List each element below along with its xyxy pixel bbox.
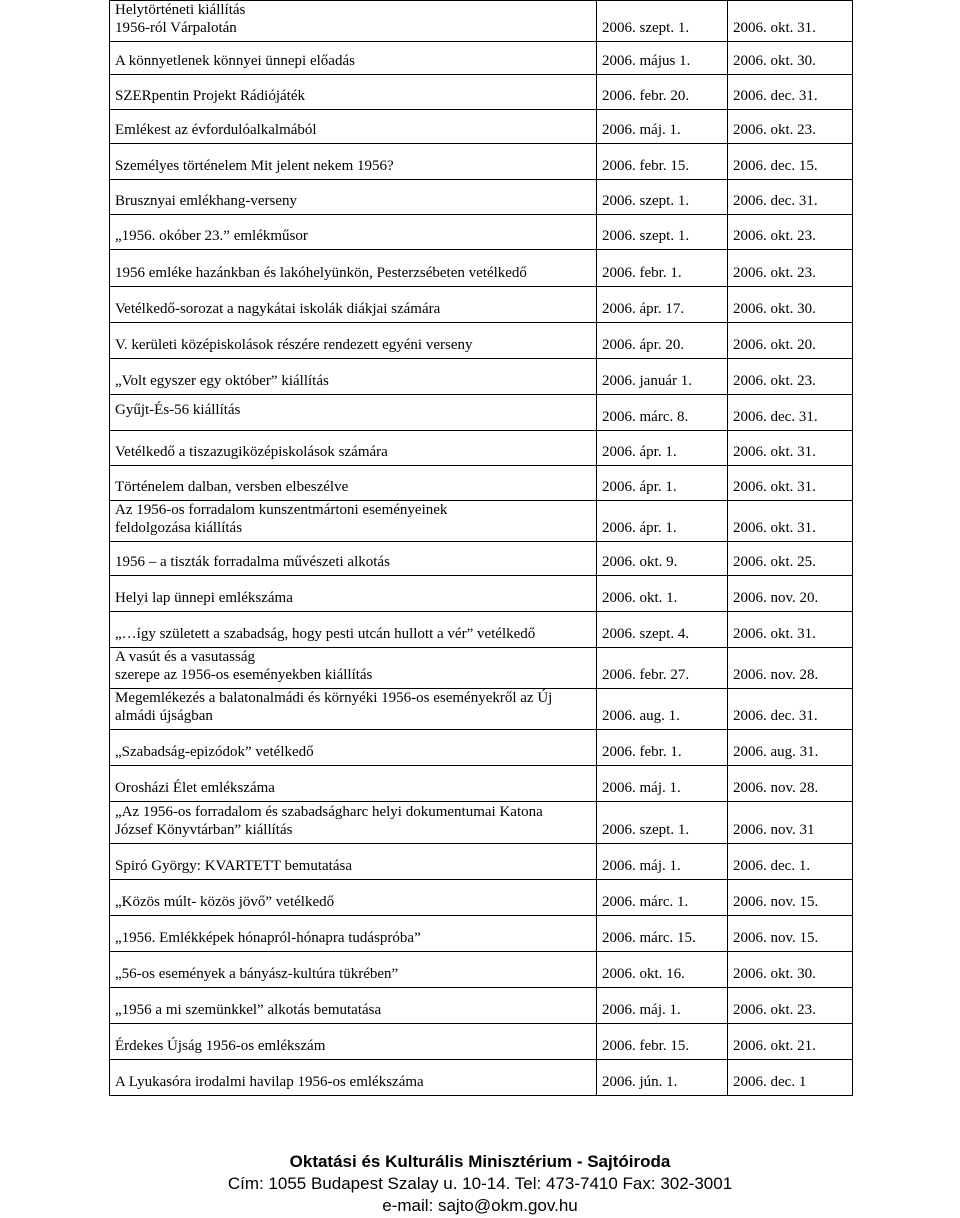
table-row: [110, 988, 853, 1024]
event-title-cell: Emlékest az évfordulóalkalmából: [110, 110, 597, 144]
events-table: [109, 0, 853, 1096]
event-start-cell: 2006. ápr. 20.: [597, 323, 728, 359]
event-start-cell: 2006. máj. 1.: [597, 110, 728, 144]
event-end-cell: 2006. okt. 31.: [728, 1, 853, 42]
table-row: [110, 1, 853, 42]
event-start-cell: 2006. máj. 1.: [597, 844, 728, 880]
event-end-cell: 2006. okt. 20.: [728, 323, 853, 359]
table-row: [110, 250, 853, 287]
event-title-cell: „1956. Emlékképek hónapról-hónapra tudáspróba”: [110, 916, 597, 952]
event-end-cell: 2006. nov. 28.: [728, 766, 853, 802]
event-end-cell: 2006. nov. 20.: [728, 576, 853, 612]
event-title-cell: Érdekes Újság 1956-os emlékszám: [110, 1024, 597, 1060]
event-start-cell: 2006. okt. 9.: [597, 542, 728, 576]
event-end-cell: 2006. nov. 28.: [728, 648, 853, 689]
event-start-cell: 2006. máj. 1.: [597, 988, 728, 1024]
event-title-cell: „56-os események a bányász-kultúra tükrében”: [110, 952, 597, 988]
table-row: [110, 180, 853, 215]
event-end-cell: 2006. okt. 30.: [728, 952, 853, 988]
footer-org: Oktatási és Kulturális Minisztérium - Sajtóiroda: [289, 1152, 671, 1171]
event-title-cell: „Szabadság-epizódok” vetélkedő: [110, 730, 597, 766]
event-start-cell: 2006. szept. 1.: [597, 1, 728, 42]
event-title-cell: V. kerületi középiskolások részére rendezett egyéni verseny: [110, 323, 597, 359]
event-start-cell: 2006. máj. 1.: [597, 766, 728, 802]
event-title-cell: Orosházi Élet emlékszáma: [110, 766, 597, 802]
table-row: [110, 612, 853, 648]
event-title-cell: „Az 1956-os forradalom és szabadságharc helyi dokumentumai Katona József Könyvtárban” kiállítás: [110, 802, 597, 844]
table-row: [110, 359, 853, 395]
event-title-cell: A könnyetlenek könnyei ünnepi előadás: [110, 42, 597, 75]
footer-address: Cím: 1055 Budapest Szalay u. 10-14. Tel: 473-7410 Fax: 302-3001: [227, 1174, 733, 1193]
event-title-cell: „…így született a szabadság, hogy pesti utcán hullott a vér” vetélkedő: [110, 612, 597, 648]
event-end-cell: 2006. okt. 21.: [728, 1024, 853, 1060]
event-start-cell: 2006. ápr. 1.: [597, 501, 728, 542]
table-row: [110, 466, 853, 501]
table-row: [110, 323, 853, 359]
table-row: [110, 1024, 853, 1060]
event-start-cell: 2006. febr. 15.: [597, 144, 728, 180]
event-start-cell: 2006. szept. 1.: [597, 180, 728, 215]
event-end-cell: 2006. okt. 23.: [728, 359, 853, 395]
event-end-cell: 2006. okt. 31.: [728, 431, 853, 466]
table-row: [110, 689, 853, 730]
event-start-cell: 2006. márc. 1.: [597, 880, 728, 916]
event-end-cell: 2006. dec. 31.: [728, 180, 853, 215]
event-end-cell: 2006. nov. 15.: [728, 916, 853, 952]
table-row: [110, 916, 853, 952]
event-title-cell: Személyes történelem Mit jelent nekem 1956?: [110, 144, 597, 180]
table-row: [110, 730, 853, 766]
event-start-cell: 2006. ápr. 1.: [597, 431, 728, 466]
events-table-body: [110, 1, 853, 1096]
table-row: [110, 287, 853, 323]
event-title-cell: „Közös múlt- közös jövő” vetélkedő: [110, 880, 597, 916]
event-title-cell: SZERpentin Projekt Rádiójáték: [110, 75, 597, 110]
event-end-cell: 2006. aug. 31.: [728, 730, 853, 766]
event-start-cell: 2006. ápr. 17.: [597, 287, 728, 323]
event-end-cell: 2006. dec. 1.: [728, 844, 853, 880]
event-end-cell: 2006. dec. 31.: [728, 395, 853, 431]
event-end-cell: 2006. dec. 15.: [728, 144, 853, 180]
table-row: [110, 880, 853, 916]
event-start-cell: 2006. febr. 15.: [597, 1024, 728, 1060]
table-row: [110, 215, 853, 250]
event-title-cell: Helyi lap ünnepi emlékszáma: [110, 576, 597, 612]
table-row: [110, 395, 853, 431]
event-start-cell: 2006. febr. 1.: [597, 250, 728, 287]
event-start-cell: 2006. május 1.: [597, 42, 728, 75]
event-start-cell: 2006. szept. 1.: [597, 802, 728, 844]
table-row: [110, 542, 853, 576]
event-title-cell: 1956 – a tiszták forradalma művészeti alkotás: [110, 542, 597, 576]
event-end-cell: 2006. nov. 31: [728, 802, 853, 844]
event-end-cell: 2006. okt. 25.: [728, 542, 853, 576]
event-start-cell: 2006. szept. 1.: [597, 215, 728, 250]
event-title-cell: A vasút és a vasutasság szerepe az 1956-os eseményekben kiállítás: [110, 648, 597, 689]
table-row: [110, 576, 853, 612]
event-end-cell: 2006. dec. 31.: [728, 75, 853, 110]
event-title-cell: Megemlékezés a balatonalmádi és környéki 1956-os eseményekről az Új almádi újságban: [110, 689, 597, 730]
event-end-cell: 2006. okt. 31.: [728, 501, 853, 542]
table-row: [110, 501, 853, 542]
event-title-cell: Helytörténeti kiállítás 1956-ról Várpalotán: [110, 1, 597, 42]
table-row: [110, 844, 853, 880]
footer-email[interactable]: e-mail: sajto@okm.gov.hu: [382, 1196, 578, 1215]
event-start-cell: 2006. jún. 1.: [597, 1060, 728, 1096]
event-start-cell: 2006. ápr. 1.: [597, 466, 728, 501]
event-start-cell: 2006. szept. 4.: [597, 612, 728, 648]
event-end-cell: 2006. okt. 23.: [728, 988, 853, 1024]
event-start-cell: 2006. febr. 1.: [597, 730, 728, 766]
event-title-cell: 1956 emléke hazánkban és lakóhelyünkön, Pesterzsébeten vetélkedő: [110, 250, 597, 287]
event-start-cell: 2006. márc. 8.: [597, 395, 728, 431]
event-title-cell: „Volt egyszer egy október” kiállítás: [110, 359, 597, 395]
table-row: [110, 1060, 853, 1096]
table-row: [110, 648, 853, 689]
table-row: [110, 144, 853, 180]
event-end-cell: 2006. okt. 31.: [728, 466, 853, 501]
event-title-cell: Az 1956-os forradalom kunszentmártoni eseményeinek feldolgozása kiállítás: [110, 501, 597, 542]
event-start-cell: 2006. aug. 1.: [597, 689, 728, 730]
event-end-cell: 2006. nov. 15.: [728, 880, 853, 916]
event-title-cell: Történelem dalban, versben elbeszélve: [110, 466, 597, 501]
table-row: [110, 766, 853, 802]
event-start-cell: 2006. febr. 20.: [597, 75, 728, 110]
table-row: [110, 75, 853, 110]
event-end-cell: 2006. okt. 31.: [728, 612, 853, 648]
event-start-cell: 2006. márc. 15.: [597, 916, 728, 952]
event-end-cell: 2006. okt. 23.: [728, 110, 853, 144]
event-end-cell: 2006. dec. 31.: [728, 689, 853, 730]
event-title-cell: „1956 a mi szemünkkel” alkotás bemutatása: [110, 988, 597, 1024]
event-title-cell: Spiró György: KVARTETT bemutatása: [110, 844, 597, 880]
event-title-cell: A Lyukasóra irodalmi havilap 1956-os emlékszáma: [110, 1060, 597, 1096]
event-end-cell: 2006. okt. 30.: [728, 287, 853, 323]
event-title-cell: Gyűjt-És-56 kiállítás: [110, 395, 597, 431]
event-start-cell: 2006. okt. 1.: [597, 576, 728, 612]
event-end-cell: 2006. okt. 23.: [728, 215, 853, 250]
table-row: [110, 431, 853, 466]
event-title-cell: Vetélkedő a tiszazugiközépiskolások számára: [110, 431, 597, 466]
table-row: [110, 802, 853, 844]
table-row: [110, 952, 853, 988]
event-title-cell: „1956. okóber 23.” emlékműsor: [110, 215, 597, 250]
table-row: [110, 110, 853, 144]
table-row: [110, 42, 853, 75]
event-title-cell: Vetélkedő-sorozat a nagykátai iskolák diákjai számára: [110, 287, 597, 323]
event-end-cell: 2006. okt. 23.: [728, 250, 853, 287]
event-start-cell: 2006. okt. 16.: [597, 952, 728, 988]
event-end-cell: 2006. okt. 30.: [728, 42, 853, 75]
event-start-cell: 2006. január 1.: [597, 359, 728, 395]
event-start-cell: 2006. febr. 27.: [597, 648, 728, 689]
event-end-cell: 2006. dec. 1: [728, 1060, 853, 1096]
event-title-cell: Brusznyai emlékhang-verseny: [110, 180, 597, 215]
